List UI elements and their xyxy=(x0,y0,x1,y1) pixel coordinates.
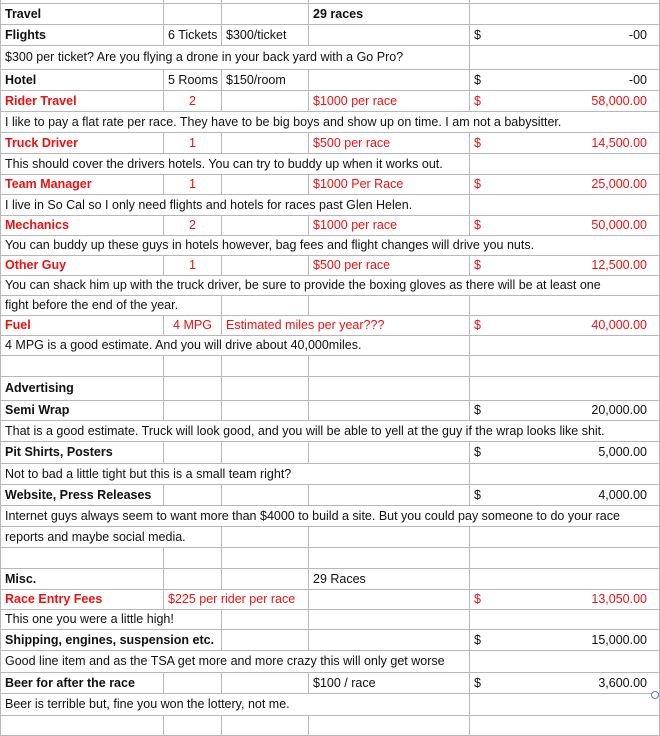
item-label[interactable]: Beer for after the race xyxy=(1,673,164,694)
cell[interactable] xyxy=(164,4,222,25)
cell[interactable] xyxy=(309,485,470,506)
comment[interactable]: Good line item and as the TSA get more and more crazy this will only get worse xyxy=(1,651,470,673)
item-qty[interactable]: 1 xyxy=(164,175,222,195)
cell[interactable] xyxy=(309,610,470,630)
comment[interactable]: You can shack him up with the truck driver, be sure to provide the boxing gloves as there will be at least one xyxy=(1,276,660,296)
currency: $ xyxy=(474,135,481,150)
empty-row xyxy=(1,716,660,736)
comment-row xyxy=(1,296,660,316)
item-amount[interactable] xyxy=(470,485,660,506)
cell[interactable] xyxy=(222,256,309,276)
cell[interactable] xyxy=(222,377,309,401)
cell[interactable] xyxy=(309,70,470,91)
amount: 3,600.00 xyxy=(598,675,647,690)
item-label[interactable]: Other Guy xyxy=(1,256,164,276)
cell[interactable] xyxy=(222,91,309,112)
cell[interactable] xyxy=(470,548,660,569)
item-rate[interactable]: $1000 Per Race xyxy=(309,175,470,195)
cell[interactable] xyxy=(470,464,660,485)
item-label[interactable]: Race Entry Fees xyxy=(1,590,164,610)
item-label[interactable]: Flights xyxy=(1,25,164,46)
item-label[interactable]: Truck Driver xyxy=(1,133,164,154)
section-header-misc xyxy=(1,569,660,590)
cell[interactable] xyxy=(222,485,309,506)
section-title[interactable]: Misc. xyxy=(1,569,164,590)
section-header-travel xyxy=(1,4,660,25)
cell[interactable] xyxy=(222,630,309,651)
cell[interactable] xyxy=(470,46,660,70)
comment-row xyxy=(1,610,660,630)
comment-row xyxy=(1,527,660,548)
amount: 40,000.00 xyxy=(591,318,647,332)
amount: 4,000.00 xyxy=(598,487,647,502)
cell[interactable] xyxy=(222,216,309,236)
cell[interactable] xyxy=(164,716,222,736)
cell[interactable] xyxy=(164,377,222,401)
item-label[interactable]: Mechanics xyxy=(1,216,164,236)
cell[interactable] xyxy=(222,175,309,195)
cell[interactable] xyxy=(222,356,309,377)
amount: -00 xyxy=(628,27,647,42)
item-qty[interactable]: 2 xyxy=(164,91,222,112)
comment[interactable]: This should cover the drivers hotels. You can try to buddy up when it works out. xyxy=(1,154,470,175)
item-qty[interactable]: 2 xyxy=(164,216,222,236)
cell[interactable] xyxy=(164,356,222,377)
cell[interactable] xyxy=(222,569,309,590)
currency: $ xyxy=(474,403,481,417)
currency: $ xyxy=(474,445,481,459)
cell[interactable] xyxy=(222,401,309,421)
row-team-manager xyxy=(1,175,660,195)
item-amount[interactable] xyxy=(470,316,660,336)
comment-row xyxy=(1,506,660,527)
comment[interactable]: This one you were a little high! xyxy=(1,610,222,630)
cell[interactable] xyxy=(309,716,470,736)
item-label[interactable]: Shipping, engines, suspension etc. xyxy=(1,630,222,651)
item-qty[interactable]: 5 Rooms xyxy=(164,70,222,91)
empty-row xyxy=(1,548,660,569)
comment[interactable]: That is a good estimate. Truck will look good, and you will be able to yell at the guy if the wrap looks like shit. xyxy=(1,421,660,442)
cell[interactable] xyxy=(1,548,164,569)
currency: $ xyxy=(474,93,481,108)
cell[interactable] xyxy=(309,25,470,46)
item-label[interactable]: Hotel xyxy=(1,70,164,91)
comment[interactable]: You can buddy up these guys in hotels however, bag fees and flight changes will drive you nuts. xyxy=(1,236,660,256)
item-amount[interactable] xyxy=(470,91,660,112)
item-label[interactable]: Team Manager xyxy=(1,175,164,195)
item-rate[interactable]: $1000 per race xyxy=(309,216,470,236)
row-rider-travel xyxy=(1,91,660,112)
cell[interactable] xyxy=(164,485,222,506)
cell[interactable] xyxy=(309,630,470,651)
races-count[interactable]: 29 Races xyxy=(309,569,470,590)
comment-row xyxy=(1,112,660,133)
item-rate[interactable]: $225 per rider per race xyxy=(164,590,309,610)
amount: 50,000.00 xyxy=(591,218,647,232)
amount: 13,050.00 xyxy=(591,592,647,606)
cell[interactable] xyxy=(164,401,222,421)
item-label[interactable]: Semi Wrap xyxy=(1,401,164,421)
comment-row xyxy=(1,154,660,175)
row-fuel xyxy=(1,316,660,336)
item-label[interactable]: Website, Press Releases xyxy=(1,485,164,506)
amount: -00 xyxy=(628,72,647,87)
cell[interactable] xyxy=(309,590,470,610)
currency: $ xyxy=(474,675,481,690)
cell[interactable] xyxy=(309,442,470,464)
cell[interactable] xyxy=(1,716,164,736)
item-amount[interactable] xyxy=(470,216,660,236)
row-hotel xyxy=(1,70,660,91)
amount: 12,500.00 xyxy=(591,258,647,272)
cell[interactable] xyxy=(470,651,660,673)
comment-row xyxy=(1,236,660,256)
row-mechanics xyxy=(1,216,660,236)
amount: 5,000.00 xyxy=(598,445,647,459)
item-amount[interactable] xyxy=(470,442,660,464)
row-beer xyxy=(1,673,660,694)
cell[interactable] xyxy=(222,527,309,548)
empty-row xyxy=(1,356,660,377)
cell[interactable] xyxy=(470,716,660,736)
comment[interactable]: 4 MPG is a good estimate. And you will drive about 40,000miles. xyxy=(1,336,470,356)
item-amount[interactable] xyxy=(470,133,660,154)
item-amount[interactable] xyxy=(470,25,660,46)
resize-handle-icon[interactable] xyxy=(651,691,659,699)
item-amount[interactable] xyxy=(470,256,660,276)
cell[interactable] xyxy=(309,527,470,548)
item-rate[interactable]: $500 per race xyxy=(309,256,470,276)
cell[interactable] xyxy=(470,527,660,548)
comment[interactable]: reports and maybe social media. xyxy=(1,527,222,548)
cell[interactable] xyxy=(470,694,660,716)
row-race-entry-fees xyxy=(1,590,660,610)
amount: 25,000.00 xyxy=(591,177,647,191)
cell[interactable] xyxy=(164,569,222,590)
cell[interactable] xyxy=(470,296,660,316)
item-rate[interactable]: Estimated miles per year??? xyxy=(222,316,470,336)
cell[interactable] xyxy=(470,356,660,377)
cell[interactable] xyxy=(309,548,470,569)
cell[interactable] xyxy=(470,154,660,175)
item-amount[interactable] xyxy=(470,401,660,421)
cell[interactable] xyxy=(470,195,660,216)
item-label[interactable]: Fuel xyxy=(1,316,164,336)
comment-row xyxy=(1,195,660,216)
item-qty[interactable]: 6 Tickets xyxy=(164,25,222,46)
cell[interactable] xyxy=(470,336,660,356)
currency: $ xyxy=(474,592,481,606)
comment-row xyxy=(1,421,660,442)
item-label[interactable]: Pit Shirts, Posters xyxy=(1,442,164,464)
cell[interactable] xyxy=(309,401,470,421)
currency: $ xyxy=(474,258,481,272)
cell[interactable] xyxy=(309,377,470,401)
comment-row xyxy=(1,276,660,296)
item-rate[interactable]: $150/room xyxy=(222,70,309,91)
comment-row xyxy=(1,46,660,70)
item-amount[interactable] xyxy=(470,630,660,651)
item-amount[interactable] xyxy=(470,175,660,195)
amount: 15,000.00 xyxy=(591,632,647,647)
cell[interactable] xyxy=(164,442,222,464)
comment-row xyxy=(1,651,660,673)
section-header-advertising xyxy=(1,377,660,401)
cell[interactable] xyxy=(164,548,222,569)
cell[interactable] xyxy=(309,356,470,377)
comment[interactable]: Internet guys always seem to want more than $4000 to build a site. But you could pay someone to do your race xyxy=(1,506,660,527)
currency: $ xyxy=(474,72,481,87)
cell[interactable] xyxy=(164,673,222,694)
item-rate[interactable]: $300/ticket xyxy=(222,25,309,46)
cell[interactable] xyxy=(222,4,309,25)
section-title[interactable]: Advertising xyxy=(1,377,164,401)
cell[interactable] xyxy=(222,716,309,736)
row-truck-driver xyxy=(1,133,660,154)
cell[interactable] xyxy=(222,133,309,154)
amount: 58,000.00 xyxy=(591,93,647,108)
amount: 20,000.00 xyxy=(591,403,647,417)
comment[interactable]: fight before the end of the year. xyxy=(1,296,222,316)
item-rate[interactable]: $1000 per race xyxy=(309,91,470,112)
currency: $ xyxy=(474,27,481,42)
comment-row xyxy=(1,336,660,356)
currency: $ xyxy=(474,318,481,332)
comment[interactable]: I live in So Cal so I only need flights and hotels for races past Glen Helen. xyxy=(1,195,470,216)
row-semi-wrap xyxy=(1,401,660,421)
cell[interactable] xyxy=(222,610,309,630)
cell[interactable] xyxy=(222,548,309,569)
cell[interactable] xyxy=(470,377,660,401)
amount: 14,500.00 xyxy=(591,135,647,150)
races-count[interactable]: 29 races xyxy=(309,4,470,25)
currency: $ xyxy=(474,487,481,502)
currency: $ xyxy=(474,218,481,232)
item-label[interactable]: Rider Travel xyxy=(1,91,164,112)
cell[interactable] xyxy=(470,4,660,25)
item-amount[interactable] xyxy=(470,70,660,91)
section-title[interactable]: Travel xyxy=(1,4,164,25)
cell[interactable] xyxy=(222,296,309,316)
comment[interactable]: I like to pay a flat rate per race. They have to be big boys and show up on time. I am not a babysitter. xyxy=(1,112,660,133)
cell[interactable] xyxy=(222,673,309,694)
cell[interactable] xyxy=(222,442,309,464)
row-shipping xyxy=(1,630,660,651)
item-amount[interactable] xyxy=(470,673,660,694)
comment-row xyxy=(1,694,660,716)
comment[interactable]: Not to bad a little tight but this is a small team right? xyxy=(1,464,470,485)
cell[interactable] xyxy=(1,356,164,377)
item-amount[interactable] xyxy=(470,590,660,610)
item-qty[interactable]: 4 MPG xyxy=(164,316,222,336)
item-rate[interactable]: $100 / race xyxy=(309,673,470,694)
currency: $ xyxy=(474,632,481,647)
cell[interactable] xyxy=(470,610,660,630)
row-other-guy xyxy=(1,256,660,276)
currency: $ xyxy=(474,177,481,191)
cell[interactable] xyxy=(309,296,470,316)
item-rate[interactable]: $500 per race xyxy=(309,133,470,154)
row-website xyxy=(1,485,660,506)
comment[interactable]: Beer is terrible but, fine you won the lottery, not me. xyxy=(1,694,470,716)
comment-row xyxy=(1,464,660,485)
item-qty[interactable]: 1 xyxy=(164,256,222,276)
comment[interactable]: $300 per ticket? Are you flying a drone in your back yard with a Go Pro? xyxy=(1,46,470,70)
cell[interactable] xyxy=(470,569,660,590)
row-flights xyxy=(1,25,660,46)
item-qty[interactable]: 1 xyxy=(164,133,222,154)
row-pit-shirts xyxy=(1,442,660,464)
